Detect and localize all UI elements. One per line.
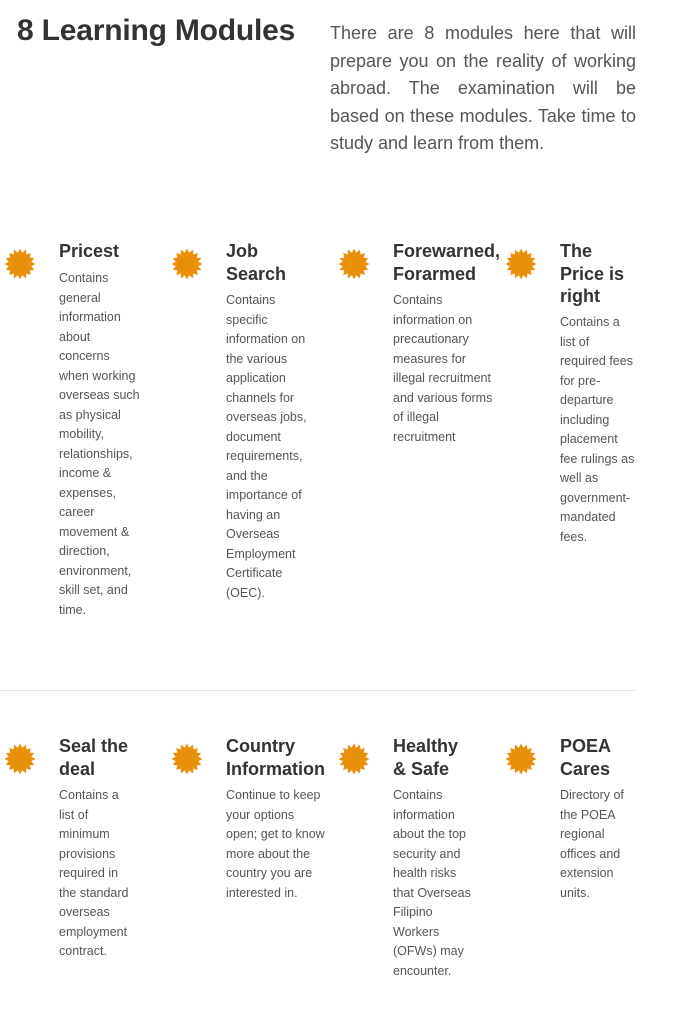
module-title[interactable]: Country Information (226, 736, 325, 779)
module-description: Contains a list of minimum provisions required in the standard overseas employment contract. (59, 788, 129, 958)
module-description: Contains information about the top security and health risks that Overseas Filipino Workers (OFWs) may encounter. (393, 788, 471, 978)
module-title[interactable]: POEA Cares (560, 736, 611, 779)
module-title[interactable]: Seal the deal (59, 736, 129, 779)
page-description: There are 8 modules here that will prepare you on the reality of working abroad. The examination will be based on these modules. Take time to study and learn from them. (330, 23, 636, 153)
row-divider (0, 690, 636, 691)
sunburst-center (345, 255, 364, 274)
sunburst-badge-icon (4, 248, 36, 280)
sunburst-badge-icon (505, 248, 537, 280)
sunburst-badge-icon (4, 743, 36, 775)
sunburst-center (11, 255, 30, 274)
module-title[interactable]: Pricest (59, 241, 120, 261)
sunburst-center (512, 750, 531, 769)
module-title[interactable]: Forewarned, Forarmed (393, 241, 501, 284)
sunburst-center (345, 750, 364, 769)
module-title[interactable]: Job Search (226, 241, 287, 284)
sunburst-badge-icon (338, 248, 370, 280)
sunburst-badge-icon (338, 743, 370, 775)
sunburst-badge-icon (171, 248, 203, 280)
module-description: Continue to keep your options open; get to know more about the country you are interested in. (226, 788, 325, 900)
module-title[interactable]: Healthy & Safe (393, 736, 459, 779)
sunburst-badge-icon (171, 743, 203, 775)
sunburst-center (512, 255, 531, 274)
module-title[interactable]: The Price is right (560, 241, 625, 306)
sunburst-badge-icon (505, 743, 537, 775)
sunburst-center (11, 750, 30, 769)
module-description: Directory of the POEA regional offices and extension units. (560, 788, 624, 900)
module-description: Contains specific information on the various application channels for overseas jobs, document requirements, and the importance of having an Overseas Employment Certificate (OEC). (226, 293, 307, 600)
sunburst-center (178, 255, 197, 274)
module-description: Contains general information about concerns when working overseas such as physical mobility, relationships, income & expenses, career movement & direction, environment, skill set, and time. (59, 271, 140, 617)
sunburst-center (178, 750, 197, 769)
module-description: Contains information on precautionary measures for illegal recruitment and various forms of illegal recruitment (393, 293, 493, 444)
module-description: Contains a list of required fees for pre-departure including placement fee rulings as well as government-mandated fees. (560, 315, 635, 544)
page-title: 8 Learning Modules (17, 14, 296, 47)
